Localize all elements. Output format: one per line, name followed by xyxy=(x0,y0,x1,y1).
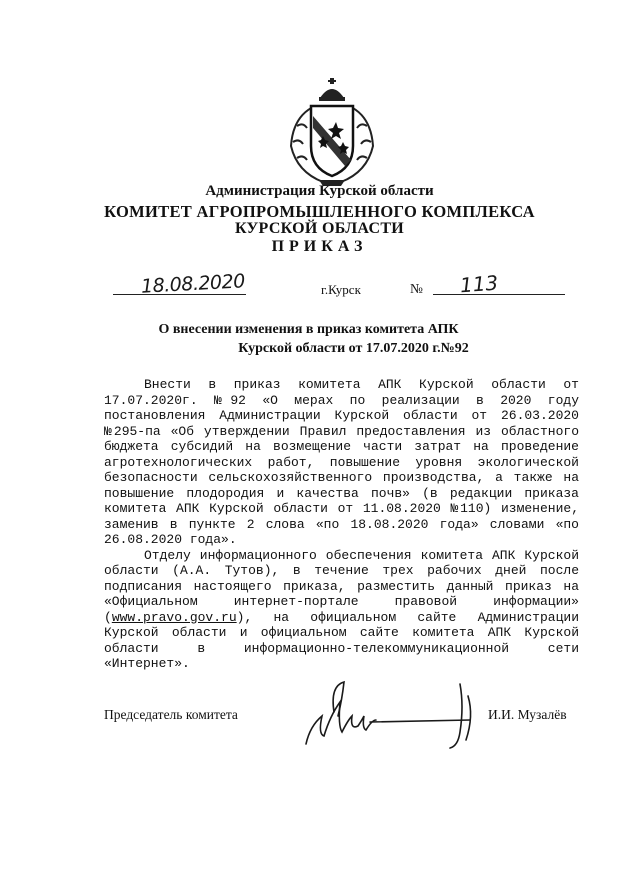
administration-name: Администрация Курской области xyxy=(205,183,434,199)
handwritten-date: 18.08.2020 xyxy=(140,270,246,298)
paragraph-1: Внести в приказ комитета АПК Курской области от 17.07.2020г. №92 «О мерах по реализации в 2020 году постановления Администрации Курской области от 26.03.2020 №295-па «Об утверждении Правил предоставления из областного бюджета субсидий на возмещение части затрат на проведение агротехнологических работ, повышение уровня экологической безопасности сельскохозяйственного производства, а также на повышение плодородия и качества почв» (в редакции приказа комитета АПК Курской области от 11.08.2020 №110) изменение, заменив в пункте 2 слова «по 18.08.2020 года» словами «по 26.08.2020 года». xyxy=(104,377,579,547)
title-line-2: Курской области от 17.07.2020 г.№92 xyxy=(238,341,469,356)
signatory-name: И.И. Музалёв xyxy=(488,707,567,722)
paragraph-2 xyxy=(104,548,579,672)
document-type: ПРИКАЗ xyxy=(271,238,368,255)
paragraph-2-text-b: ), на официальном сайте Администрации Курской области и официальном сайте комитета АПК Курской области в информационно-телекоммуникационной сети «Интернет». xyxy=(104,609,579,671)
committee-name: КОМИТЕТ АГРОПРОМЫШЛЕННОГО КОМПЛЕКСА xyxy=(104,202,535,221)
signatory-position: Председатель комитета xyxy=(104,707,238,722)
number-sign: № xyxy=(410,281,423,296)
handwritten-number: 113 xyxy=(459,270,499,298)
title-line-1: О внесении изменения в приказ комитета АПК xyxy=(158,322,459,337)
committee-region: КУРСКОЙ ОБЛАСТИ xyxy=(234,220,405,237)
pravo-gov-link[interactable]: www.pravo.gov.ru xyxy=(111,609,237,625)
coat-of-arms-emblem xyxy=(283,76,381,188)
document-body xyxy=(104,377,579,672)
handwritten-signature xyxy=(300,676,490,756)
paragraph-2-text-a: Отделу информационного обеспечения комитета АПК Курской области (А.А. Тутов), в течение трех рабочих дней после подписания настоящего приказа, разместить данный приказ на «Официальном интернет-портале правовой информации» ( xyxy=(104,547,579,625)
city: г.Курск xyxy=(321,282,361,297)
document-title xyxy=(0,320,639,358)
